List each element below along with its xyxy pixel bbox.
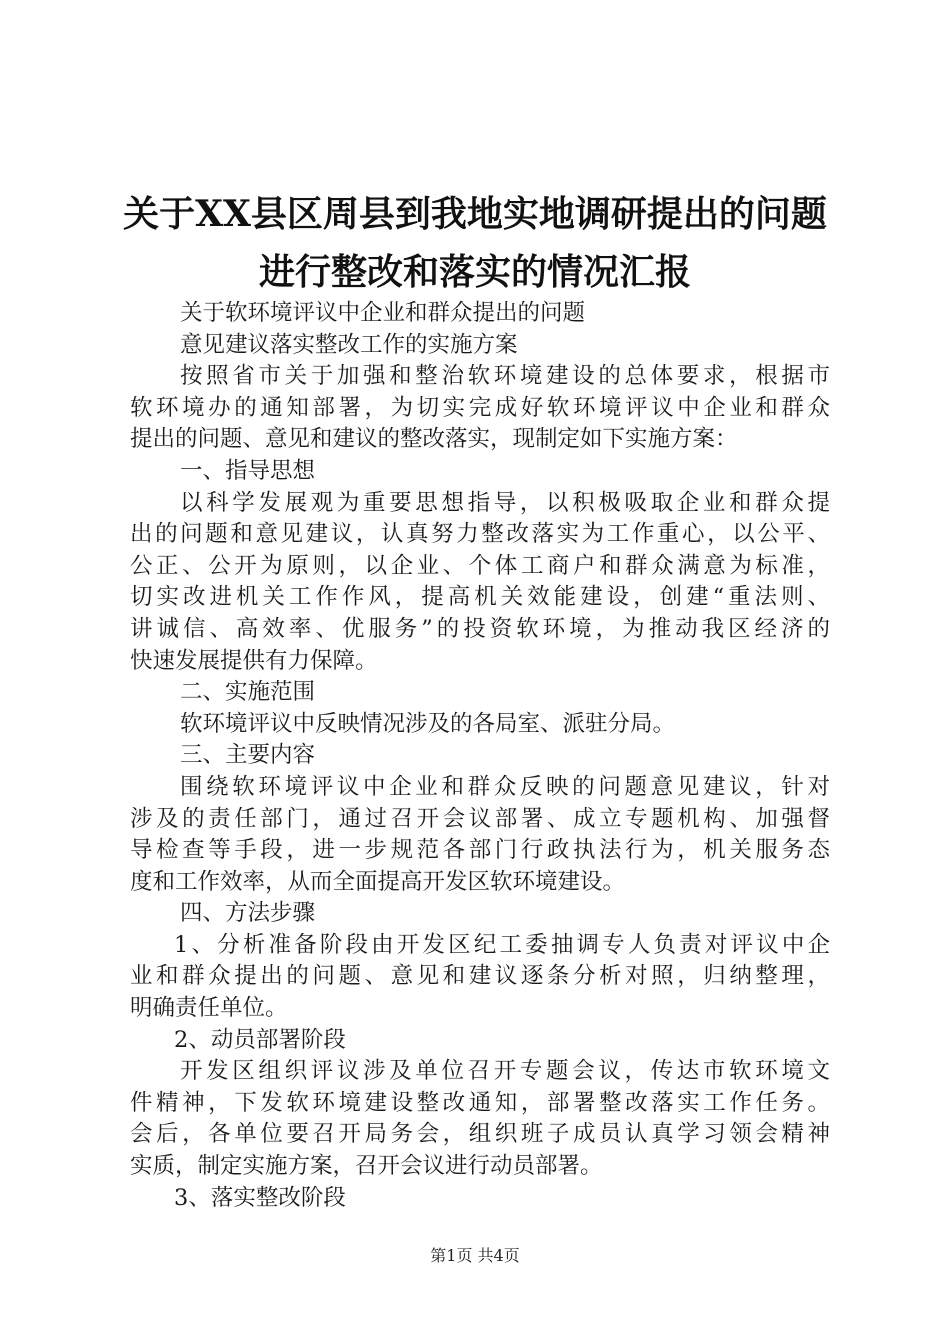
section-heading: 四、方法步骤 — [180, 900, 316, 927]
paragraph-line: 度和工作效率，从而全面提高开发区软环境建设。 — [130, 868, 626, 895]
paragraph-line: 讲诚信、高效率、优服务”的投资软环境，为推动我区经济的 — [130, 615, 830, 642]
paragraph-line: 围绕软环境评议中企业和群众反映的问题意见建议，针对 — [180, 773, 830, 800]
paragraph-line: 开发区组织评议涉及单位召开专题会议，传达市软环境文 — [180, 1058, 830, 1085]
paragraph-line: 以科学发展观为重要思想指导，以积极吸取企业和群众提 — [180, 489, 830, 516]
paragraph-line: 公正、公开为原则，以企业、个体工商户和群众满意为标准， — [130, 552, 830, 579]
paragraph-line: 业和群众提出的问题、意见和建议逐条分析对照，归纳整理， — [130, 963, 830, 990]
paragraph-line: 提出的问题、意见和建议的整改落实，现制定如下实施方案： — [130, 426, 738, 453]
section-heading: 3、落实整改阶段 — [174, 1184, 346, 1211]
document-title-line-1: 关于XX县区周县到我地实地调研提出的问题 — [123, 193, 827, 235]
paragraph-line: 件精神，下发软环境建设整改通知，部署整改落实工作任务。 — [130, 1089, 830, 1116]
section-heading: 2、动员部署阶段 — [174, 1026, 346, 1053]
document-title-line-2: 进行整改和落实的情况汇报 — [258, 251, 691, 293]
subtitle-line: 意见建议落实整改工作的实施方案 — [180, 331, 518, 358]
page-footer: 第1页 共4页 — [430, 1246, 520, 1265]
paragraph-line: 切实改进机关工作作风，提高机关效能建设，创建“重法则、 — [130, 584, 830, 611]
paragraph-line: 涉及的责任部门，通过召开会议部署、成立专题机构、加强督 — [130, 805, 830, 832]
document-body — [130, 298, 830, 1214]
paragraph-line: 实质，制定实施方案，召开会议进行动员部署。 — [130, 1153, 603, 1180]
paragraph-line: 按照省市关于加强和整治软环境建设的总体要求，根据市 — [180, 363, 830, 390]
paragraph-line: 明确责任单位。 — [130, 995, 288, 1022]
paragraph-line: 出的问题和意见建议，认真努力整改落实为工作重心，以公平、 — [130, 521, 830, 548]
section-heading: 二、实施范围 — [180, 679, 316, 706]
paragraph-line: 软环境办的通知部署，为切实完成好软环境评议中企业和群众 — [130, 394, 830, 421]
paragraph-line: 导检查等手段，进一步规范各部门行政执法行为，机关服务态 — [130, 837, 830, 864]
section-heading: 一、指导思想 — [180, 457, 316, 484]
paragraph-line: 软环境评议中反映情况涉及的各局室、派驻分局。 — [180, 710, 676, 737]
section-heading: 三、主要内容 — [180, 742, 316, 769]
paragraph-line: 1、分析准备阶段由开发区纪工委抽调专人负责对评议中企 — [174, 931, 830, 958]
paragraph-line: 会后，各单位要召开局务会，组织班子成员认真学习领会精神 — [130, 1121, 830, 1148]
paragraph-line: 快速发展提供有力保障。 — [130, 647, 378, 674]
subtitle-line: 关于软环境评议中企业和群众提出的问题 — [180, 300, 586, 326]
